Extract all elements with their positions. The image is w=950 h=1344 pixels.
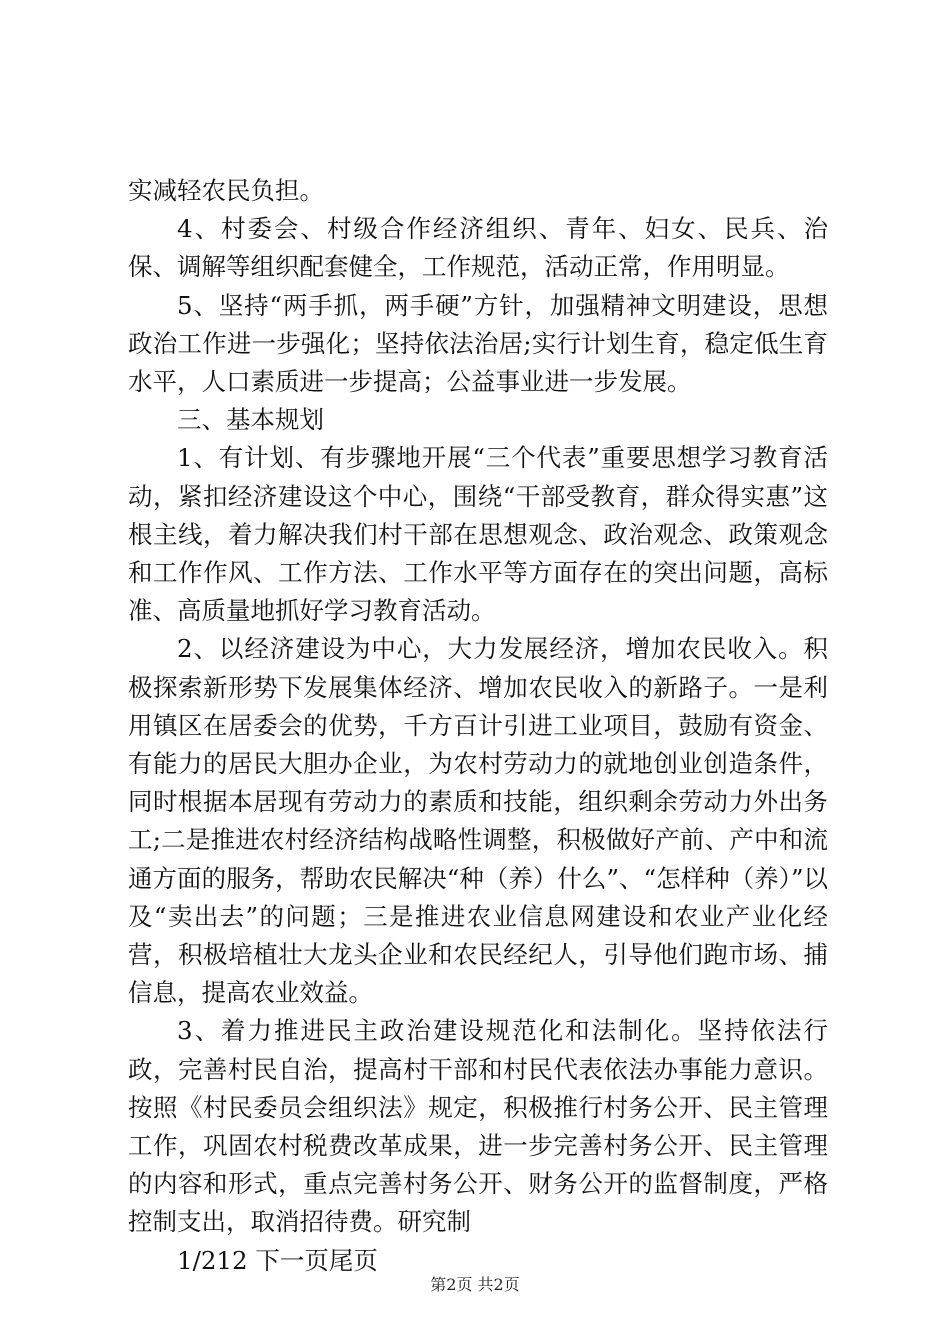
paragraph-4: 1、有计划、有步骤地开展“三个代表”重要思想学习教育活动，紧扣经济建设这个中心，围绕“干部受教育，群众得实惠”这根主线，着力解决我们村干部在思想观念、政治观念、政策观念和工作作风、工作方法、工作水平等方面存在的突出问题，高标准、高质量地抓好学习教育活动。 [128, 443, 828, 626]
paragraph-2: 5、坚持“两手抓，两手硬”方针，加强精神文明建设，思想政治工作进一步强化；坚持依法治居;实行计划生育，稳定低生育水平，人口素质进一步提高；公益事业进一步发展。 [128, 290, 828, 397]
paragraph-0: 实减轻农民负担。 [128, 176, 324, 205]
paragraph-6: 3、着力推进民主政治建设规范化和法制化。坚持依法行政，完善村民自治，提高村干部和村民代表依法办事能力意识。按照《村民委员会组织法》规定，积极推行村务公开、民主管理工作，巩固农村税费改革成果，进一步完善村务公开、民主管理的内容和形式，重点完善村务公开、财务公开的监督制度，严格控制支出，取消招待费。研究制 [128, 1016, 828, 1237]
page-footer: 第2页 共2页 [430, 1275, 520, 1294]
paragraph-1: 4、村委会、村级合作经济组织、青年、妇女、民兵、治保、调解等组织配套健全，工作规范，活动正常，作用明显。 [128, 214, 828, 282]
document-body [128, 172, 828, 1280]
paragraph-5: 2、以经济建设为中心，大力发展经济，增加农民收入。积极探索新形势下发展集体经济、增加农民收入的新路子。一是利用镇区在居委会的优势，千方百计引进工业项目，鼓励有资金、有能力的居民大胆办企业，为农村劳动力的就地创业创造条件，同时根据本居现有劳动力的素质和技能，组织剩余劳动力外出务工;二是推进农村经济结构战略性调整，积极做好产前、产中和流通方面的服务，帮助农民解决“种（养）什么”、“怎样种（养）”以及“卖出去”的问题；三是推进农业信息网建设和农业产业化经营，积极培植壮大龙头企业和农民经纪人，引导他们跑市场、捕信息，提高农业效益。 [128, 634, 828, 1008]
section-heading: 三、基本规划 [177, 405, 324, 435]
pagination-links[interactable]: 1/212 下一页尾页 [177, 1245, 378, 1275]
